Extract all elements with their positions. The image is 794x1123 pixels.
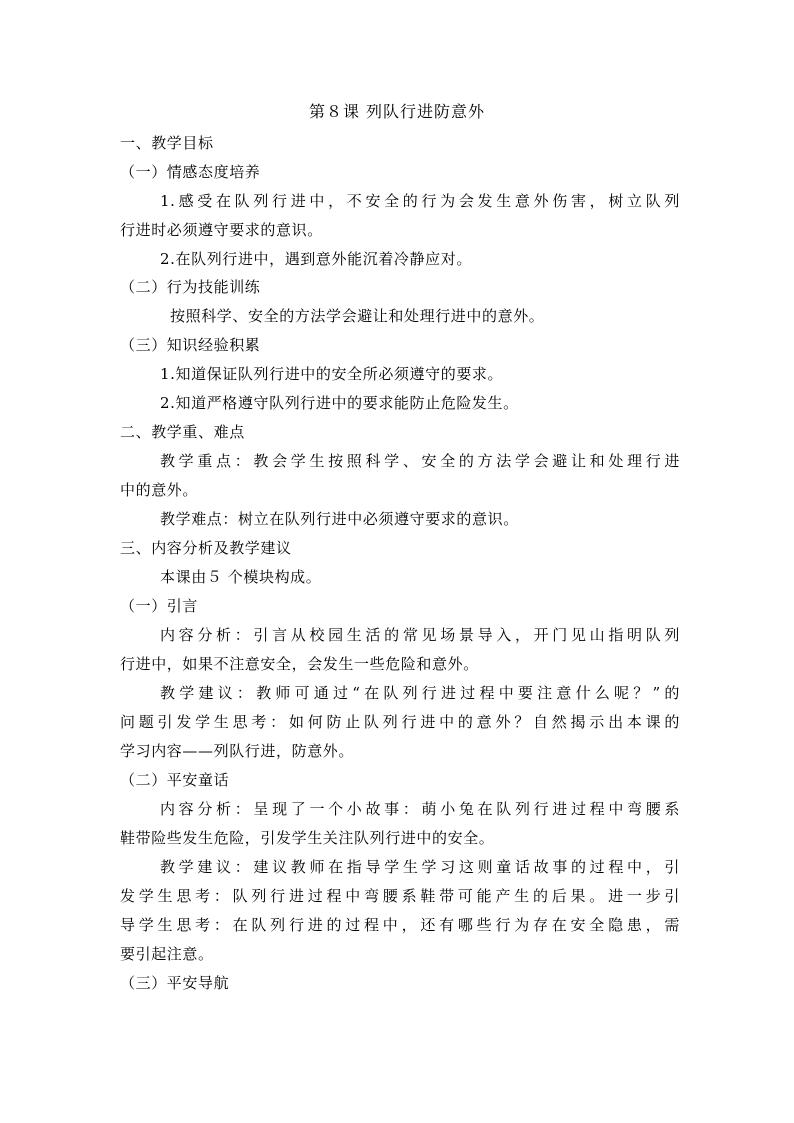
section-heading: 三、内容分析及教学建议 — [120, 539, 292, 557]
subsection-heading: （一）情感态度培养 — [120, 163, 261, 181]
paragraph-line: 中的意外。 — [120, 481, 199, 499]
paragraph-line: 鞋带险些发生危险，引发学生关注队列行进中的安全。 — [120, 829, 495, 847]
paragraph-line: 1.感受在队列行进中，不安全的行为会发生意外伤害，树立队列 — [160, 192, 680, 210]
paragraph-line: 1.知道保证队列行进中的安全所必须遵守的要求。 — [160, 365, 504, 383]
paragraph-line: 教学难点：树立在队列行进中必须遵守要求的意识。 — [160, 510, 519, 528]
section-heading: 一、教学目标 — [120, 134, 214, 152]
subsection-heading: （二）平安童话 — [120, 771, 230, 789]
page-title: 第８课 列队行进防意外 — [308, 102, 486, 121]
paragraph-line: 按照科学、安全的方法学会避让和处理行进中的意外。 — [170, 307, 545, 325]
paragraph-line: 教学建议：建议教师在指导学生学习这则童话故事的过程中，引 — [160, 858, 680, 876]
paragraph-line: 学习内容——列队行进，防意外。 — [120, 742, 355, 760]
paragraph-line: 教学重点：教会学生按照科学、安全的方法学会避让和处理行进 — [160, 452, 680, 470]
paragraph-line: 问题引发学生思考：如何防止队列行进中的意外？自然揭示出本课的 — [120, 713, 680, 731]
paragraph-line: 2.知道严格遵守队列行进中的要求能防止危险发生。 — [160, 394, 519, 412]
paragraph-line: 内容分析：引言从校园生活的常见场景导入，开门见山指明队列 — [160, 626, 680, 644]
section-heading: 二、教学重、难点 — [120, 423, 245, 441]
paragraph-line: 本课由５ 个模块构成。 — [160, 568, 322, 586]
subsection-heading: （三）知识经验积累 — [120, 336, 261, 354]
subsection-heading: （二）行为技能训练 — [120, 278, 261, 296]
paragraph-line: 要引起注意。 — [120, 945, 214, 963]
paragraph-line: 行进中，如果不注意安全，会发生一些危险和意外。 — [120, 655, 479, 673]
subsection-heading: （三）平安导航 — [120, 974, 230, 992]
paragraph-line: 内容分析：呈现了一个小故事：萌小兔在队列行进过程中弯腰系 — [160, 800, 680, 818]
paragraph-line: 发学生思考：队列行进过程中弯腰系鞋带可能产生的后果。进一步引 — [120, 887, 680, 905]
subsection-heading: （一）引言 — [120, 597, 199, 615]
paragraph-line: 导学生思考：在队列行进的过程中，还有哪些行为存在安全隐患，需 — [120, 916, 680, 934]
paragraph-line: 行进时必须遵守要求的意识。 — [120, 221, 323, 239]
paragraph-line: 教学建议：教师可通过“在队列行进过程中要注意什么呢？”的 — [160, 684, 680, 702]
paragraph-line: 2.在队列行进中，遇到意外能沉着冷静应对。 — [160, 250, 472, 268]
